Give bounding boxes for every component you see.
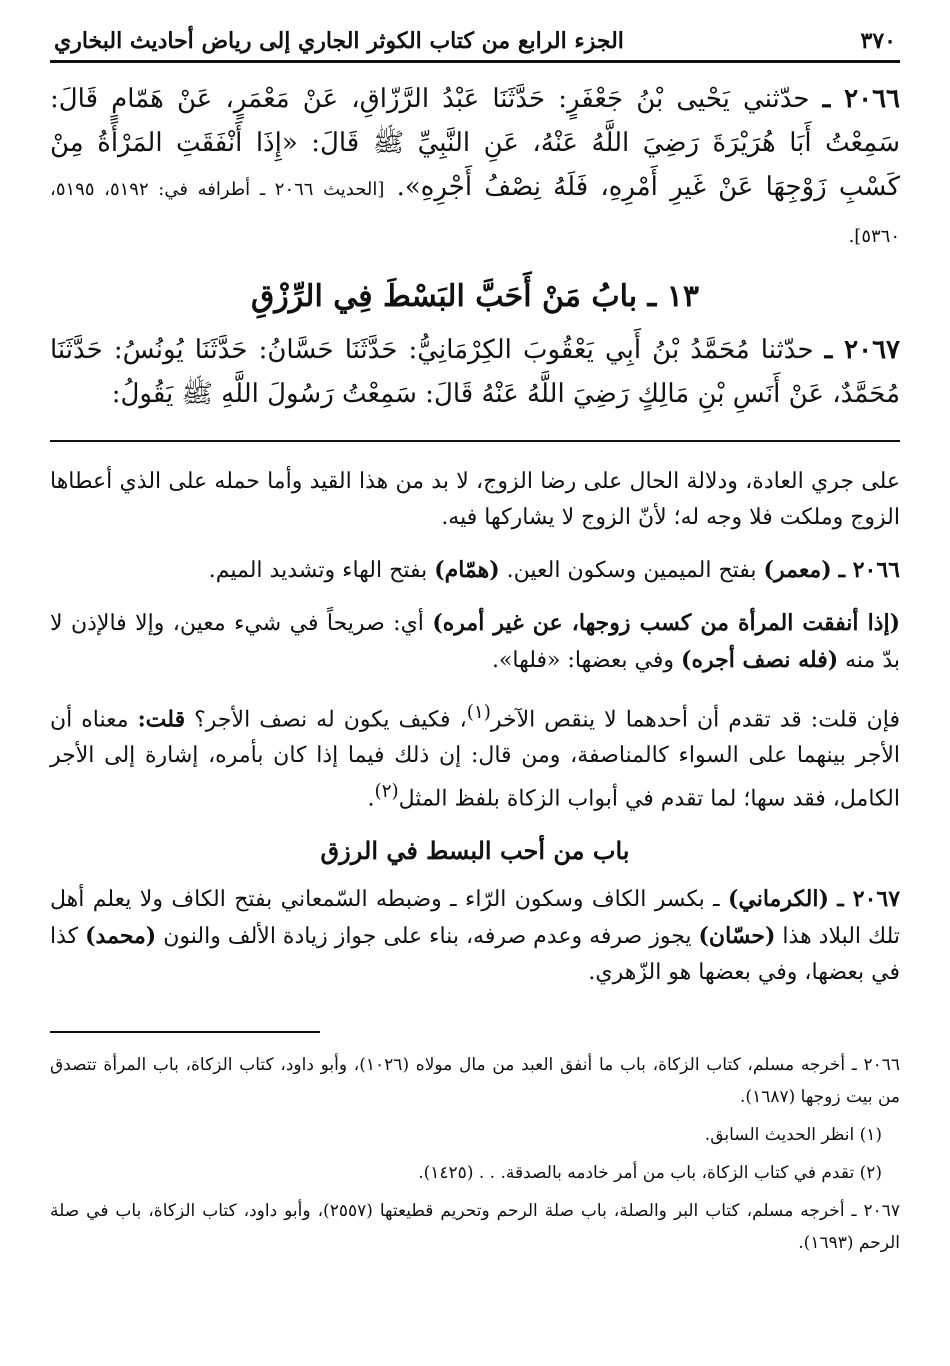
commentary-text: يجوز صرفه وعدم صرفه، بناء على جواز زيادة الألف والنون (156, 923, 699, 949)
chapter-heading: ١٣ ـ بابُ مَنْ أَحَبَّ البَسْطَ فِي الرِّزْقِ (250, 279, 699, 314)
commentary-paragraph (50, 552, 900, 589)
header-rule (50, 60, 900, 63)
commentary-text: بفتح الهاء وتشديد الميم. (208, 558, 435, 583)
commentary-text: فإن قلت: قد تقدم أن أحدهما لا ينقص الآخر (490, 707, 900, 733)
bold-term: (حسّان) (698, 922, 776, 949)
hadith-2066 (50, 77, 900, 259)
bold-term: (محمد) (85, 922, 157, 949)
book-page (50, 28, 900, 1265)
commentary-number: ٢٠٦٧ ـ (837, 885, 901, 912)
commentary-number: ٢٠٦٦ ـ (838, 557, 900, 583)
chapter-heading: باب من أحب البسط في الرزق (320, 835, 630, 865)
running-title: الجزء الرابع من كتاب الكوثر الجاري إلى رياض أحاديث البخاري (54, 28, 624, 54)
page-number: ٣٧٠ (860, 28, 896, 54)
footnote: ٢٠٦٧ ـ أخرجه مسلم، كتاب البر والصلة، باب صلة الرحم وتحريم قطيعتها (٢٥٥٧)، وأبو داود، كتاب الزكاة، باب في صلة الرحم (١٦٩٣). (50, 1200, 900, 1253)
commentary-text: أي: صريحاً في شيء معين، وإلا فالإذن لا بدّ منه (50, 611, 900, 673)
commentary-paragraph (50, 881, 900, 991)
footnote-marker: (١) (466, 702, 491, 723)
footnote: (١) انظر الحديث السابق. (704, 1124, 882, 1145)
hadith-number: ٢٠٦٧ ـ (824, 335, 901, 365)
hadith-cross-reference: [الحديث ٢٠٦٦ ـ أطرافه في: ٥١٩٢، ٥١٩٥، ٥٣٦٠]. (50, 179, 900, 247)
hadith-text: حدّثنا مُحَمَّدُ بْنُ أَبِي يَعْقُوبَ الكِرْمَانِيُّ: حَدَّثَنَا حَسَّانُ: حَدَّثَنَا يُونُسُ: حَدَّثَنَا مُحَمَّدٌ، عَنْ أَنَسِ بْنِ مَالِكٍ رَضِيَ اللَّهُ عَنْهُ قَالَ: سَمِعْتُ رَسُولَ اللَّهِ ﷺ يَقُولُ: (50, 335, 900, 409)
commentary-text: كذا في بعضها، وفي بعضها هو الزّهري. (50, 923, 900, 985)
commentary-text: ـ بكسر الكاف وسكون الرّاء ـ وضبطه السّمعاني بفتح الكاف ولا يعلم أهل تلك البلاد هذا (50, 886, 900, 949)
hadith-2067 (50, 328, 900, 416)
commentary-text: ، فكيف يكون له نصف الأجر؟ (185, 707, 467, 733)
bold-term: (فله نصف أجره) (681, 647, 839, 673)
commentary-text: وفي بعضها: «فلها». (491, 648, 682, 673)
bold-term: (الكرماني) (727, 885, 829, 912)
commentary-paragraph (50, 605, 900, 679)
commentary-separator (50, 440, 900, 442)
commentary-text: معناه أن الأجر بينهما على السواء كالمناصفة، ومن قال: إن ذلك فيما إذا كان بأمره، إشارة إلى الأجر الكامل، فقد سها؛ لما تقدم في أبواب الزكاة بلفظ المثل (50, 707, 900, 812)
footnote-marker: (٢) (374, 781, 399, 803)
bold-term: (همّام) (434, 557, 500, 583)
bold-term: (إذا أنفقت المرأة من كسب زوجها، عن غير أمره) (432, 610, 900, 636)
commentary-text: بفتح الميمين وسكون العين. (499, 558, 764, 583)
commentary-paragraph: على جري العادة، ودلالة الحال على رضا الزوج، لا بد من هذا القيد وأما حمله على الذي أعطاها الزوج وملكت فلا وجه له؛ لأنّ الزوج لا يشاركها فيه. (50, 469, 900, 530)
footnote-separator (50, 1031, 320, 1033)
footnote: (٢) تقدم في كتاب الزكاة، باب من أمر خادمه بالصدقة. . . (١٤٢٥). (418, 1162, 882, 1183)
commentary-text: . (367, 786, 375, 812)
footnote: ٢٠٦٦ ـ أخرجه مسلم، كتاب الزكاة، باب ما أنفق العبد من مال مولاه (١٠٢٦)، وأبو داود، كتاب الزكاة، باب المرأة تتصدق من بيت زوجها (١٦٨٧). (50, 1054, 900, 1107)
hadith-text: حدّثني يَحْيى بْنُ جَعْفَرٍ: حَدَّثَنَا عَبْدُ الرَّزّاقِ، عَنْ مَعْمَرٍ، عَنْ هَمّامٍ قَالَ: سَمِعْتُ أَبَا هُرَيْرَةَ رَضِيَ اللَّهُ عَنْهُ، عَنِ النَّبِيِّ ﷺ قَالَ: «إِذَا أَنْفَقَتِ المَرْأَةُ مِنْ كَسْبِ زَوْجِهَا عَنْ غَيرِ أَمْرِهِ، فَلَهُ نِصْفُ أَجْرِهِ». (50, 84, 900, 202)
bold-term: (معمر) (763, 557, 832, 583)
commentary-paragraph (50, 695, 900, 818)
hadith-number: ٢٠٦٦ ـ (822, 84, 901, 114)
bold-term: قلت: (137, 706, 186, 733)
page-header (50, 28, 900, 60)
